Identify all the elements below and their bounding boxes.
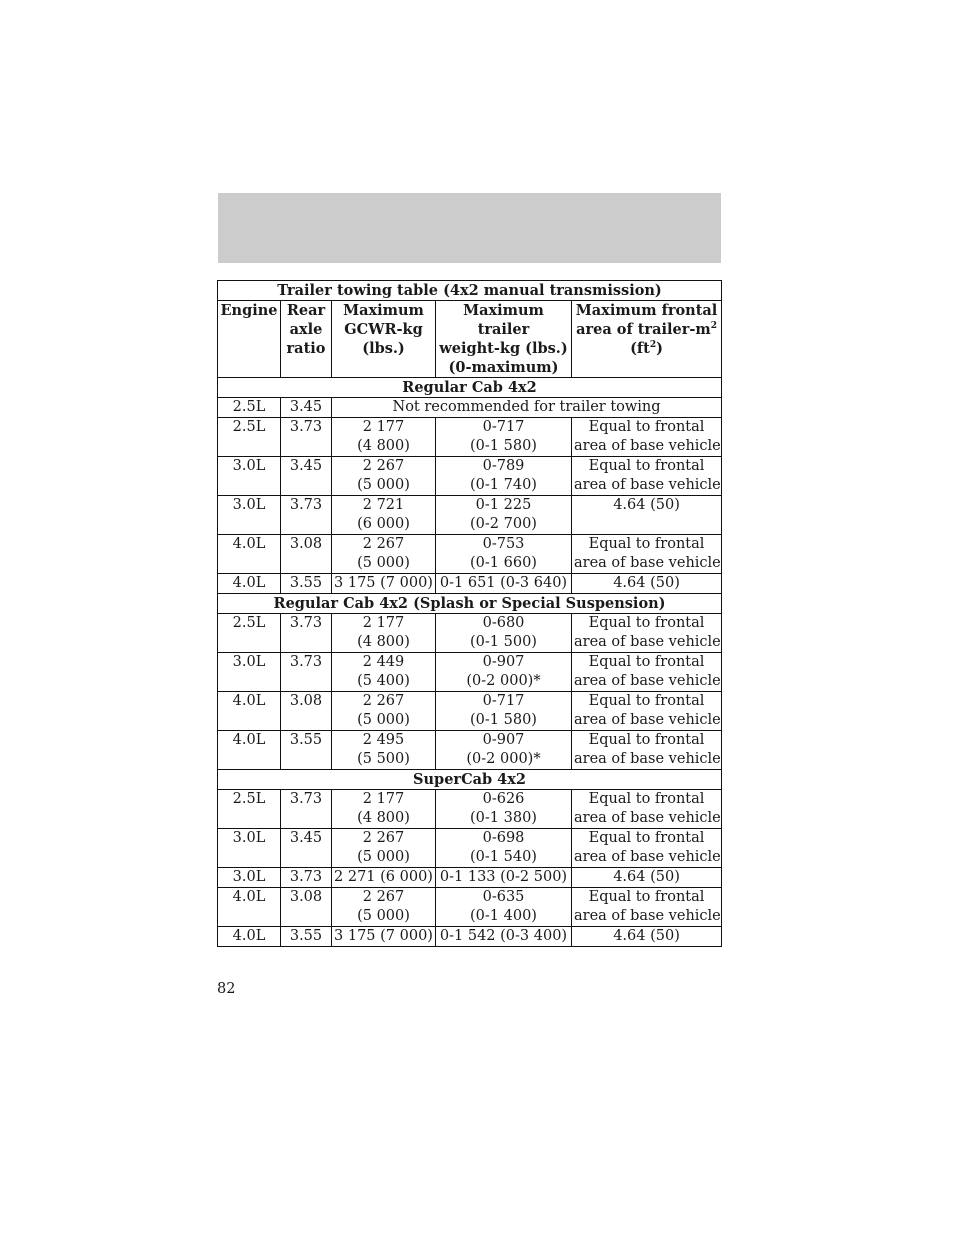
cell-frontal-area-line: 4.64 (50) (613, 497, 680, 513)
cell-note: Not recommended for trailer towing (332, 398, 722, 418)
cell-gcwr (332, 692, 436, 731)
cell-frontal-area-line: area of base vehicle (574, 751, 721, 767)
cell-trailer-weight-line: (0-2 000)* (466, 751, 541, 767)
cell-trailer-weight-line: (0-2 000)* (466, 673, 541, 689)
header-line: Maximum frontal (575, 302, 718, 319)
cell-gcwr-line: 3 175 (7 000) (334, 928, 433, 944)
cell-gcwr (332, 731, 436, 770)
cell-trailer-weight-line: 0-635 (482, 889, 525, 905)
table-row (218, 868, 722, 888)
cell-trailer-weight-line: (0-2 700) (470, 516, 537, 532)
cell-trailer-weight-line: 0-1 651 (0-3 640) (439, 575, 568, 591)
cell-gcwr (332, 418, 436, 457)
cell-gcwr-line: 2 721 (362, 497, 405, 513)
cell-gcwr (332, 457, 436, 496)
cell-gcwr (332, 653, 436, 692)
cell-trailer-weight-line: (0-1 580) (470, 712, 537, 728)
cell-gcwr-line: 2 267 (362, 693, 405, 709)
cell-frontal-area-line: area of base vehicle (574, 555, 721, 571)
cell-frontal-area (572, 692, 722, 731)
cell-frontal-area-line: 4.64 (50) (613, 869, 680, 885)
cell-engine: 4.0L (218, 535, 281, 574)
cell-trailer-weight (436, 535, 572, 574)
header-max-trailer-weight (436, 301, 572, 378)
header-line: Rear (286, 302, 326, 319)
cell-trailer-weight (436, 574, 572, 594)
cell-frontal-area-line: area of base vehicle (574, 438, 721, 454)
cell-gcwr-line: 2 267 (362, 536, 405, 552)
cell-axle-ratio: 3.73 (281, 418, 332, 457)
table-row (218, 927, 722, 947)
table-row (218, 496, 722, 535)
cell-trailer-weight (436, 496, 572, 535)
cell-trailer-weight-line: (0-1 500) (470, 634, 537, 650)
cell-frontal-area-line: Equal to frontal (588, 830, 705, 846)
cell-frontal-area-line: area of base vehicle (574, 634, 721, 650)
table-row (218, 418, 722, 457)
header-line: Maximum (463, 302, 544, 319)
cell-trailer-weight-line: (0-1 660) (470, 555, 537, 571)
table-row (218, 398, 722, 418)
header-line: GCWR-kg (344, 321, 423, 338)
section-title: SuperCab 4x2 (218, 770, 722, 790)
cell-engine: 2.5L (218, 418, 281, 457)
cell-frontal-area-line: area of base vehicle (574, 810, 721, 826)
cell-axle-ratio: 3.08 (281, 692, 332, 731)
header-line: area of trailer-m (576, 321, 711, 338)
cell-engine: 4.0L (218, 927, 281, 947)
table-row (218, 535, 722, 574)
cell-trailer-weight (436, 829, 572, 868)
cell-engine: 4.0L (218, 888, 281, 927)
cell-gcwr-line: (4 800) (357, 810, 410, 826)
cell-trailer-weight (436, 731, 572, 770)
cell-gcwr-line: 2 267 (362, 889, 405, 905)
cell-gcwr-line: (5 000) (357, 477, 410, 493)
cell-trailer-weight-line: (0-1 380) (470, 810, 537, 826)
cell-trailer-weight-line: 0-717 (482, 419, 525, 435)
cell-gcwr (332, 829, 436, 868)
cell-gcwr-line: (4 800) (357, 634, 410, 650)
cell-gcwr-line: (4 800) (357, 438, 410, 454)
cell-gcwr-line: 2 177 (362, 791, 405, 807)
cell-frontal-area-line: 4.64 (50) (613, 575, 680, 591)
cell-trailer-weight-line: 0-789 (482, 458, 525, 474)
cell-gcwr (332, 888, 436, 927)
section-title: Regular Cab 4x2 (218, 378, 722, 398)
trailer-towing-table (217, 280, 722, 947)
cell-gcwr-line: (5 000) (357, 908, 410, 924)
cell-trailer-weight-line: 0-1 133 (0-2 500) (439, 869, 568, 885)
cell-frontal-area (572, 888, 722, 927)
cell-engine: 3.0L (218, 457, 281, 496)
cell-trailer-weight (436, 692, 572, 731)
cell-frontal-area-line: Equal to frontal (588, 791, 705, 807)
section-row (218, 770, 722, 790)
cell-gcwr-line: (6 000) (357, 516, 410, 532)
cell-gcwr-line: (5 000) (357, 555, 410, 571)
table-row (218, 614, 722, 653)
cell-frontal-area (572, 496, 722, 535)
cell-gcwr-line: 2 177 (362, 615, 405, 631)
header-max-gcwr (332, 301, 436, 378)
cell-frontal-area-line: Equal to frontal (588, 654, 705, 670)
table-row (218, 692, 722, 731)
cell-gcwr (332, 927, 436, 947)
header-line: axle (289, 321, 323, 338)
header-line: trailer (477, 321, 530, 338)
section-row (218, 378, 722, 398)
header-band (218, 193, 721, 263)
cell-frontal-area (572, 457, 722, 496)
cell-gcwr (332, 868, 436, 888)
cell-trailer-weight-line: 0-907 (482, 732, 525, 748)
cell-axle-ratio: 3.08 (281, 888, 332, 927)
header-line: (ft (630, 340, 650, 357)
cell-gcwr (332, 790, 436, 829)
cell-trailer-weight (436, 418, 572, 457)
cell-engine: 2.5L (218, 790, 281, 829)
cell-frontal-area-line: Equal to frontal (588, 615, 705, 631)
header-line: Maximum (343, 302, 424, 319)
cell-frontal-area (572, 535, 722, 574)
cell-frontal-area (572, 927, 722, 947)
cell-axle-ratio: 3.45 (281, 398, 332, 418)
cell-gcwr-line: 2 271 (6 000) (334, 869, 433, 885)
cell-trailer-weight-line: (0-1 540) (470, 849, 537, 865)
table-row (218, 574, 722, 594)
table-row (218, 790, 722, 829)
cell-gcwr (332, 496, 436, 535)
cell-gcwr-line: 3 175 (7 000) (334, 575, 433, 591)
cell-trailer-weight-line: 0-1 542 (0-3 400) (439, 928, 568, 944)
header-line: Engine (220, 302, 278, 319)
cell-gcwr-line: (5 000) (357, 849, 410, 865)
cell-frontal-area (572, 418, 722, 457)
cell-frontal-area (572, 653, 722, 692)
cell-frontal-area-line: Equal to frontal (588, 458, 705, 474)
cell-axle-ratio: 3.73 (281, 868, 332, 888)
cell-gcwr-line: (5 500) (357, 751, 410, 767)
cell-frontal-area (572, 829, 722, 868)
cell-trailer-weight-line: 0-1 225 (475, 497, 532, 513)
header-line: ) (656, 340, 663, 357)
table-row (218, 457, 722, 496)
cell-frontal-area-line: Equal to frontal (588, 419, 705, 435)
cell-trailer-weight-line: (0-1 580) (470, 438, 537, 454)
cell-frontal-area (572, 868, 722, 888)
cell-axle-ratio: 3.55 (281, 927, 332, 947)
cell-frontal-area-line: Equal to frontal (588, 693, 705, 709)
table-row (218, 731, 722, 770)
cell-gcwr-line: 2 495 (362, 732, 405, 748)
header-line: (0-maximum) (448, 359, 559, 376)
cell-gcwr-line: (5 400) (357, 673, 410, 689)
cell-trailer-weight (436, 457, 572, 496)
cell-frontal-area-line: 4.64 (50) (613, 928, 680, 944)
header-rear-axle-ratio (281, 301, 332, 378)
header-line: (lbs.) (362, 340, 405, 357)
table-row (218, 888, 722, 927)
cell-axle-ratio: 3.08 (281, 535, 332, 574)
cell-frontal-area-line: Equal to frontal (588, 536, 705, 552)
superscript: 2 (710, 321, 717, 332)
table-title: Trailer towing table (4x2 manual transmission) (218, 281, 722, 301)
cell-frontal-area (572, 731, 722, 770)
cell-trailer-weight-line: 0-753 (482, 536, 525, 552)
cell-gcwr-line: (5 000) (357, 712, 410, 728)
cell-engine: 4.0L (218, 692, 281, 731)
cell-axle-ratio: 3.45 (281, 457, 332, 496)
header-line: weight-kg (lbs.) (439, 340, 568, 357)
cell-frontal-area-line: area of base vehicle (574, 849, 721, 865)
cell-gcwr-line: 2 267 (362, 458, 405, 474)
cell-gcwr-line: 2 449 (362, 654, 405, 670)
cell-engine: 2.5L (218, 614, 281, 653)
cell-axle-ratio: 3.55 (281, 731, 332, 770)
cell-trailer-weight-line: 0-680 (482, 615, 525, 631)
table-row (218, 829, 722, 868)
cell-trailer-weight-line: (0-1 400) (470, 908, 537, 924)
page-number: 82 (217, 981, 236, 997)
cell-trailer-weight-line: 0-717 (482, 693, 525, 709)
cell-axle-ratio: 3.45 (281, 829, 332, 868)
table-row (218, 653, 722, 692)
cell-engine: 3.0L (218, 829, 281, 868)
cell-trailer-weight (436, 790, 572, 829)
section-row (218, 594, 722, 614)
cell-frontal-area-line: Equal to frontal (588, 889, 705, 905)
cell-gcwr (332, 614, 436, 653)
cell-frontal-area-line: Equal to frontal (588, 732, 705, 748)
cell-trailer-weight-line: 0-698 (482, 830, 525, 846)
section-title: Regular Cab 4x2 (Splash or Special Suspension) (218, 594, 722, 614)
cell-engine: 4.0L (218, 731, 281, 770)
cell-frontal-area-line: area of base vehicle (574, 477, 721, 493)
cell-axle-ratio: 3.73 (281, 790, 332, 829)
cell-trailer-weight (436, 614, 572, 653)
cell-engine: 3.0L (218, 868, 281, 888)
header-engine (218, 301, 281, 378)
cell-frontal-area (572, 574, 722, 594)
cell-trailer-weight-line: 0-907 (482, 654, 525, 670)
superscript: 2 (649, 340, 657, 351)
cell-trailer-weight (436, 868, 572, 888)
cell-axle-ratio: 3.73 (281, 496, 332, 535)
cell-frontal-area-line: area of base vehicle (574, 908, 721, 924)
cell-trailer-weight (436, 653, 572, 692)
cell-axle-ratio: 3.55 (281, 574, 332, 594)
cell-axle-ratio: 3.73 (281, 653, 332, 692)
cell-gcwr-line: 2 177 (362, 419, 405, 435)
cell-trailer-weight-line: (0-1 740) (470, 477, 537, 493)
cell-frontal-area-line: area of base vehicle (574, 673, 721, 689)
cell-frontal-area-line: area of base vehicle (574, 712, 721, 728)
cell-trailer-weight (436, 927, 572, 947)
cell-trailer-weight-line: 0-626 (482, 791, 525, 807)
cell-axle-ratio: 3.73 (281, 614, 332, 653)
cell-engine: 3.0L (218, 496, 281, 535)
cell-gcwr (332, 535, 436, 574)
header-max-frontal-area (572, 301, 722, 378)
cell-gcwr-line: 2 267 (362, 830, 405, 846)
cell-frontal-area (572, 790, 722, 829)
cell-gcwr (332, 574, 436, 594)
header-line: ratio (286, 340, 326, 357)
cell-trailer-weight (436, 888, 572, 927)
cell-engine: 2.5L (218, 398, 281, 418)
cell-engine: 4.0L (218, 574, 281, 594)
cell-frontal-area (572, 614, 722, 653)
cell-engine: 3.0L (218, 653, 281, 692)
